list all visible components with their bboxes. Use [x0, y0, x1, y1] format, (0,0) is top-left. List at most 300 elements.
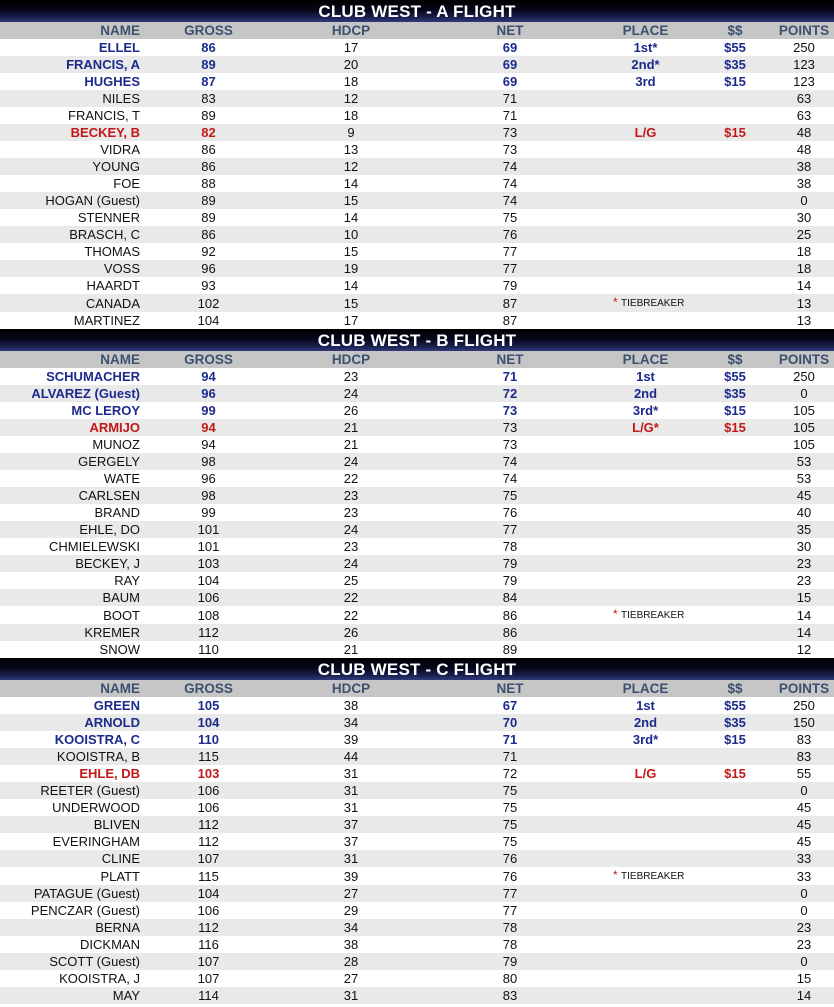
table-row [0, 850, 834, 867]
table-row [0, 782, 834, 799]
payout [696, 470, 774, 487]
results-table [0, 22, 834, 329]
header-gross: GROSS [140, 680, 277, 697]
points: 250 [774, 368, 834, 385]
player-name: BOOT [0, 606, 140, 624]
points: 23 [774, 919, 834, 936]
points: 0 [774, 192, 834, 209]
points: 30 [774, 209, 834, 226]
handicap: 31 [277, 850, 425, 867]
net-score: 83 [425, 987, 595, 1004]
payout [696, 294, 774, 312]
handicap: 22 [277, 470, 425, 487]
net-score: 73 [425, 141, 595, 158]
player-name: CANADA [0, 294, 140, 312]
gross-score: 115 [140, 867, 277, 885]
gross-score: 96 [140, 385, 277, 402]
table-row [0, 192, 834, 209]
gross-score: 101 [140, 538, 277, 555]
player-name: EVERINGHAM [0, 833, 140, 850]
handicap: 23 [277, 368, 425, 385]
place [595, 538, 696, 555]
net-score: 76 [425, 850, 595, 867]
player-name: YOUNG [0, 158, 140, 175]
payout [696, 90, 774, 107]
payout [696, 504, 774, 521]
points: 23 [774, 555, 834, 572]
gross-score: 92 [140, 243, 277, 260]
handicap: 17 [277, 39, 425, 56]
payout: $35 [696, 56, 774, 73]
table-row [0, 277, 834, 294]
player-name: HOGAN (Guest) [0, 192, 140, 209]
gross-score: 112 [140, 919, 277, 936]
flight-section [0, 0, 834, 329]
handicap: 15 [277, 294, 425, 312]
gross-score: 83 [140, 90, 277, 107]
payout [696, 782, 774, 799]
handicap: 39 [277, 731, 425, 748]
net-score: 79 [425, 953, 595, 970]
payout [696, 987, 774, 1004]
table-row [0, 312, 834, 329]
table-row [0, 765, 834, 782]
gross-score: 87 [140, 73, 277, 90]
place [595, 748, 696, 765]
table-row [0, 748, 834, 765]
player-name: GREEN [0, 697, 140, 714]
table-row [0, 624, 834, 641]
place [595, 453, 696, 470]
net-score: 71 [425, 107, 595, 124]
table-row [0, 953, 834, 970]
net-score: 77 [425, 885, 595, 902]
points: 25 [774, 226, 834, 243]
handicap: 38 [277, 936, 425, 953]
place [595, 487, 696, 504]
player-name: REETER (Guest) [0, 782, 140, 799]
tiebreaker-asterisk: * [613, 868, 622, 882]
net-score: 87 [425, 312, 595, 329]
header-net: NET [425, 680, 595, 697]
table-row [0, 816, 834, 833]
handicap: 19 [277, 260, 425, 277]
place [595, 192, 696, 209]
player-name: BECKEY, B [0, 124, 140, 141]
payout [696, 521, 774, 538]
gross-score: 98 [140, 487, 277, 504]
points: 63 [774, 90, 834, 107]
header-hdcp: HDCP [277, 680, 425, 697]
place [595, 919, 696, 936]
payout [696, 606, 774, 624]
handicap: 18 [277, 107, 425, 124]
place [595, 624, 696, 641]
place [595, 902, 696, 919]
net-score: 77 [425, 260, 595, 277]
net-score: 87 [425, 294, 595, 312]
place: 2nd [595, 385, 696, 402]
gross-score: 89 [140, 56, 277, 73]
handicap: 14 [277, 277, 425, 294]
place [595, 260, 696, 277]
points: 45 [774, 816, 834, 833]
table-row [0, 209, 834, 226]
place [595, 970, 696, 987]
table-row [0, 175, 834, 192]
payout [696, 641, 774, 658]
payout: $15 [696, 765, 774, 782]
points: 45 [774, 833, 834, 850]
gross-score: 86 [140, 226, 277, 243]
points: 30 [774, 538, 834, 555]
payout [696, 243, 774, 260]
payout [696, 885, 774, 902]
net-score: 70 [425, 714, 595, 731]
payout: $15 [696, 73, 774, 90]
place [595, 243, 696, 260]
header-money: $$ [696, 22, 774, 39]
place: 3rd* [595, 731, 696, 748]
payout [696, 158, 774, 175]
results-table [0, 351, 834, 658]
handicap: 37 [277, 833, 425, 850]
points: 18 [774, 260, 834, 277]
handicap: 24 [277, 555, 425, 572]
tiebreaker-asterisk: * [613, 607, 622, 621]
points: 14 [774, 624, 834, 641]
player-name: VIDRA [0, 141, 140, 158]
header-points: POINTS [774, 351, 834, 368]
points: 15 [774, 970, 834, 987]
table-row [0, 538, 834, 555]
handicap: 27 [277, 970, 425, 987]
net-score: 78 [425, 919, 595, 936]
payout: $35 [696, 385, 774, 402]
payout [696, 953, 774, 970]
payout [696, 833, 774, 850]
table-row [0, 107, 834, 124]
player-name: EHLE, DB [0, 765, 140, 782]
payout [696, 867, 774, 885]
table-row [0, 867, 834, 885]
table-row [0, 936, 834, 953]
player-name: BLIVEN [0, 816, 140, 833]
table-row [0, 606, 834, 624]
handicap: 31 [277, 799, 425, 816]
points: 0 [774, 902, 834, 919]
payout [696, 936, 774, 953]
payout [696, 436, 774, 453]
points: 14 [774, 606, 834, 624]
payout [696, 453, 774, 470]
player-name: CHMIELEWSKI [0, 538, 140, 555]
net-score: 79 [425, 572, 595, 589]
player-name: CARLSEN [0, 487, 140, 504]
net-score: 76 [425, 226, 595, 243]
player-name: PENCZAR (Guest) [0, 902, 140, 919]
payout [696, 572, 774, 589]
handicap: 34 [277, 919, 425, 936]
gross-score: 101 [140, 521, 277, 538]
player-name: MARTINEZ [0, 312, 140, 329]
table-row [0, 385, 834, 402]
header-name: NAME [0, 680, 140, 697]
place [595, 158, 696, 175]
points: 33 [774, 850, 834, 867]
points: 14 [774, 277, 834, 294]
table-row [0, 453, 834, 470]
net-score: 77 [425, 902, 595, 919]
points: 53 [774, 470, 834, 487]
gross-score: 106 [140, 589, 277, 606]
table-row [0, 987, 834, 1004]
gross-score: 106 [140, 782, 277, 799]
table-row [0, 158, 834, 175]
handicap: 24 [277, 521, 425, 538]
place [595, 936, 696, 953]
handicap: 34 [277, 714, 425, 731]
net-score: 71 [425, 731, 595, 748]
table-row [0, 572, 834, 589]
player-name: ELLEL [0, 39, 140, 56]
net-score: 73 [425, 402, 595, 419]
points: 35 [774, 521, 834, 538]
header-points: POINTS [774, 680, 834, 697]
place [595, 589, 696, 606]
payout: $35 [696, 714, 774, 731]
handicap: 37 [277, 816, 425, 833]
handicap: 38 [277, 697, 425, 714]
place [595, 782, 696, 799]
points: 123 [774, 56, 834, 73]
place [595, 641, 696, 658]
header-hdcp: HDCP [277, 351, 425, 368]
net-score: 74 [425, 453, 595, 470]
gross-score: 94 [140, 436, 277, 453]
payout: $15 [696, 402, 774, 419]
handicap: 18 [277, 73, 425, 90]
place: 1st [595, 697, 696, 714]
table-row [0, 521, 834, 538]
points: 48 [774, 124, 834, 141]
table-row [0, 714, 834, 731]
handicap: 31 [277, 782, 425, 799]
payout: $55 [696, 697, 774, 714]
handicap: 24 [277, 385, 425, 402]
gross-score: 86 [140, 158, 277, 175]
gross-score: 82 [140, 124, 277, 141]
place [595, 175, 696, 192]
points: 33 [774, 867, 834, 885]
table-row [0, 243, 834, 260]
net-score: 75 [425, 782, 595, 799]
payout [696, 799, 774, 816]
player-name: KOOISTRA, B [0, 748, 140, 765]
points: 83 [774, 748, 834, 765]
handicap: 15 [277, 192, 425, 209]
player-name: BAUM [0, 589, 140, 606]
gross-score: 99 [140, 504, 277, 521]
place [595, 816, 696, 833]
tiebreaker-note: TIEBREAKER [621, 610, 685, 621]
handicap: 14 [277, 175, 425, 192]
header-money: $$ [696, 351, 774, 368]
player-name: CLINE [0, 850, 140, 867]
net-score: 75 [425, 816, 595, 833]
points: 14 [774, 987, 834, 1004]
player-name: BERNA [0, 919, 140, 936]
payout [696, 748, 774, 765]
place: L/G* [595, 419, 696, 436]
place [595, 987, 696, 1004]
table-row [0, 641, 834, 658]
handicap: 21 [277, 419, 425, 436]
player-name: EHLE, DO [0, 521, 140, 538]
place [595, 555, 696, 572]
place [595, 606, 696, 624]
player-name: MAY [0, 987, 140, 1004]
header-place: PLACE [595, 22, 696, 39]
table-row [0, 697, 834, 714]
payout [696, 589, 774, 606]
header-net: NET [425, 351, 595, 368]
player-name: ARMIJO [0, 419, 140, 436]
gross-score: 104 [140, 572, 277, 589]
tiebreaker-note: TIEBREAKER [621, 871, 685, 882]
table-row [0, 402, 834, 419]
gross-score: 89 [140, 192, 277, 209]
payout [696, 816, 774, 833]
net-score: 71 [425, 748, 595, 765]
points: 250 [774, 39, 834, 56]
net-score: 78 [425, 936, 595, 953]
place [595, 867, 696, 885]
handicap: 9 [277, 124, 425, 141]
gross-score: 116 [140, 936, 277, 953]
table-row [0, 885, 834, 902]
table-row [0, 731, 834, 748]
place [595, 226, 696, 243]
gross-score: 86 [140, 141, 277, 158]
points: 105 [774, 436, 834, 453]
place [595, 209, 696, 226]
place [595, 799, 696, 816]
handicap: 25 [277, 572, 425, 589]
player-name: UNDERWOOD [0, 799, 140, 816]
tiebreaker-note: TIEBREAKER [621, 298, 685, 309]
header-net: NET [425, 22, 595, 39]
gross-score: 110 [140, 641, 277, 658]
place [595, 504, 696, 521]
net-score: 77 [425, 243, 595, 260]
points: 0 [774, 385, 834, 402]
points: 12 [774, 641, 834, 658]
handicap: 22 [277, 589, 425, 606]
table-row [0, 39, 834, 56]
header-gross: GROSS [140, 351, 277, 368]
net-score: 71 [425, 90, 595, 107]
net-score: 75 [425, 799, 595, 816]
payout [696, 141, 774, 158]
gross-score: 103 [140, 765, 277, 782]
net-score: 74 [425, 175, 595, 192]
results-table [0, 680, 834, 1004]
points: 250 [774, 697, 834, 714]
points: 23 [774, 572, 834, 589]
place: 3rd* [595, 402, 696, 419]
net-score: 80 [425, 970, 595, 987]
points: 13 [774, 312, 834, 329]
player-name: GERGELY [0, 453, 140, 470]
handicap: 24 [277, 453, 425, 470]
player-name: FOE [0, 175, 140, 192]
payout [696, 624, 774, 641]
points: 48 [774, 141, 834, 158]
player-name: KOOISTRA, J [0, 970, 140, 987]
gross-score: 107 [140, 953, 277, 970]
points: 45 [774, 799, 834, 816]
net-score: 75 [425, 833, 595, 850]
header-hdcp: HDCP [277, 22, 425, 39]
header-place: PLACE [595, 680, 696, 697]
handicap: 31 [277, 987, 425, 1004]
net-score: 76 [425, 867, 595, 885]
payout [696, 312, 774, 329]
place [595, 953, 696, 970]
place [595, 850, 696, 867]
header-gross: GROSS [140, 22, 277, 39]
points: 45 [774, 487, 834, 504]
table-row [0, 419, 834, 436]
table-row [0, 368, 834, 385]
gross-score: 112 [140, 624, 277, 641]
place [595, 294, 696, 312]
header-money: $$ [696, 680, 774, 697]
player-name: HAARDT [0, 277, 140, 294]
points: 0 [774, 782, 834, 799]
gross-score: 94 [140, 368, 277, 385]
net-score: 71 [425, 368, 595, 385]
net-score: 79 [425, 277, 595, 294]
gross-score: 88 [140, 175, 277, 192]
points: 18 [774, 243, 834, 260]
handicap: 17 [277, 312, 425, 329]
player-name: STENNER [0, 209, 140, 226]
points: 83 [774, 731, 834, 748]
gross-score: 99 [140, 402, 277, 419]
player-name: BRAND [0, 504, 140, 521]
place: L/G [595, 124, 696, 141]
player-name: PATAGUE (Guest) [0, 885, 140, 902]
payout: $55 [696, 368, 774, 385]
handicap: 20 [277, 56, 425, 73]
header-row [0, 351, 834, 368]
net-score: 84 [425, 589, 595, 606]
place [595, 833, 696, 850]
table-row [0, 124, 834, 141]
header-points: POINTS [774, 22, 834, 39]
place [595, 436, 696, 453]
table-row [0, 902, 834, 919]
flight-section [0, 658, 834, 1004]
table-row [0, 487, 834, 504]
header-name: NAME [0, 351, 140, 368]
place [595, 521, 696, 538]
player-name: KREMER [0, 624, 140, 641]
table-row [0, 141, 834, 158]
handicap: 22 [277, 606, 425, 624]
